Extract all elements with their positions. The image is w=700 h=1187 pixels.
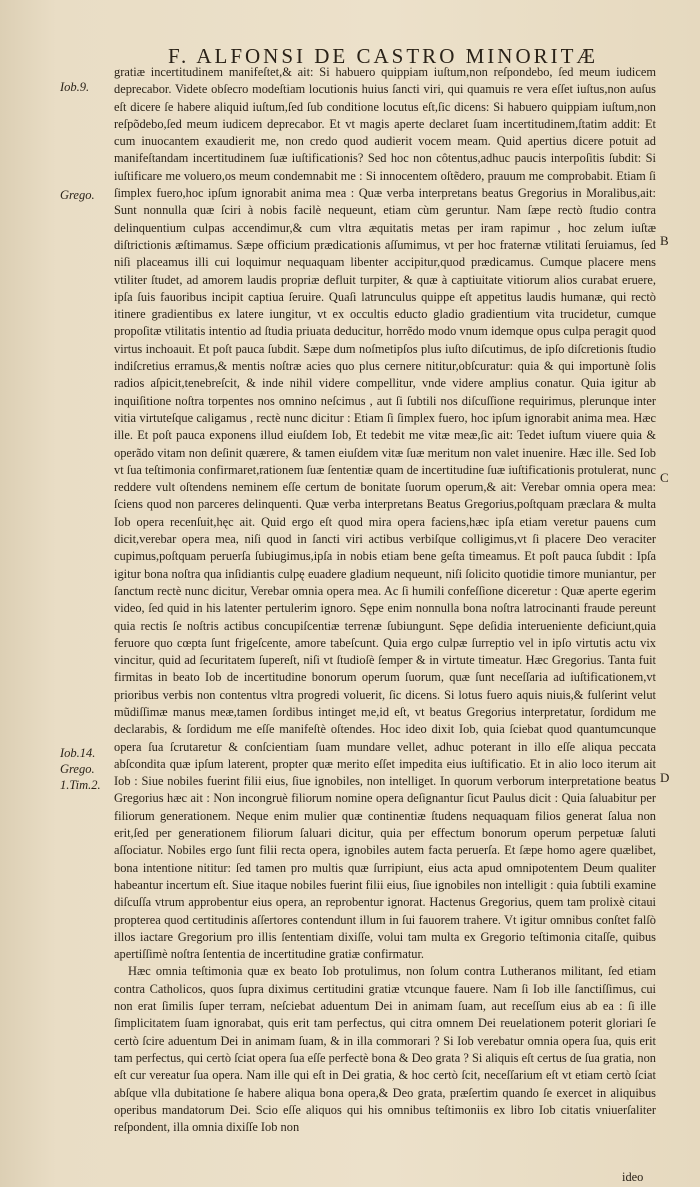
main-text-column (114, 64, 656, 1136)
section-letter-d: D (660, 770, 670, 785)
running-header: F. ALFONSI DE CASTRO MINORITÆ (168, 44, 599, 68)
section-letter-c: C (660, 470, 669, 485)
margin-note-grego-2: Grego. (60, 762, 95, 776)
paragraph-1: gratiæ incertitudinem manifeſtet,& ait: Si habuero quippiam iuſtum,non reſpondebo, ſed meum iudicem deprecabor. Videte obſecro modeſtiam locutionis huius ſancti viri, qui quamuis re vera eſſet iuſtus,non auſus eſt dicere ſe habere aliquid iuſtum,ſed ſub conditione locutus eſt,ſic dicens: Si habuero quippiam iuſtum,non reſpõdebo,ſed meum iudicem deprecabor. Et vt magis aperte declaret ſuam incertitudinem,ſtatim addit: Et cum inuocantem exaudierit me, non credo quod audierit vocem meam. Quid apertius dicere potuit ad manifeſtandam incertitudinem ſuæ iuſtificationis? Sed hoc non côtentus,adhuc paucis interpoſitis ſubdit: Si iuſtificare me voluero,os meum condemnabit me : Si innocentem oſtẽdero, prauum me comprobabit. Etiam ſi ſimplex fuero,hoc ipſum ignorabit anima mea : Quæ verba interpretans beatus Gregorius in Moralibus,ait: Sunt nonnulla quæ ſciri à nobis facilè nequeunt, etiam cùm geruntur. Nam ſæpe rectò ſtudio contra delinquentium culpas accendimur,& cum vltra æquitatis metas per iram rapimur , hoc zelum iuſtæ diſtrictionis æſtimamus. Sæpe officium prædicationis aſſumimus, vt per hoc fraternæ vtilitati ſeruiamus, ſed niſi placeamus illi cui loquimur nequaquam libenter accipitur,quod prædicamus. Cumque placere mens vtiliter ſtudet, ad amorem laudis propriæ defluit turpiter, & quæ à captiuitate vitiorum alios curabat eruere, ipſa ſuis fauoribus incipit captiua ſeruire. Quaſi latrunculus quippe eſt appetitus laudis humanæ, qui rectò itinere gradientibus ex latere iungitur, vt ex occultis educto gladio gradientium vita trucidetur, cumque propoſitæ vtilitatis intentio ad ſtudia priuata deducitur, horrẽdo modo vnum idemque opus culpa peragit quod virtus inchoauit. Et poſt pauca ſubdit. Sæpe dum noſmetipſos plus iuſto diſcutimus, de ipſo diſcretionis ſtudio indiſcretius erramus,& mentis noſtræ acies quo plus cernere nititur,obſcuratur: quia & qui importunè ſolis radios aſpicit,tenebreſcit, & inde nihil videre compellitur, vnde videre amplius conatur. Quia igitur ab inquiſitione noſtra torpentes nos omnino neſcimus , aut ſi ſubtili nos diſcuſſione requirimus, plerunque inter vitia virtuteſque caligamus , rectè nunc dicitur : Etiam ſi ſimplex fuero, hoc ipſum ignorabit anima mea. Hæc ille. Et poſt pauca exponens illud eiuſdem Iob, Et tedebit me vitæ meæ,ſic ait: Tedet iuſtum viuere quia & operãdo vitam non deſinit quærere, & tamen eiuſdem vitæ ſuæ meritum non valet inuenire. Hæc ille. Sed Iob vt ſua teſtimonia confirmaret,rationem ſuæ ſententiæ quam de incertitudine ſuæ iuſtificationis protulerat, nunc reddere vult oſtendens neminem eſſe certum de bonitate ſuorum operum,& ait: Verebar omnia opera mea: ſciens quod non parceres delinquenti. Quæ verba interpretans Beatus Gregorius,poſtquam præclara & multa Iob opera recenſuit,hęc ait. Quid ergo eſt quod mira opera faciens,hæc ipſa etiam veretur pauens cum dicit,verebar opera mea, niſi quod in ſancti viri actibus verbiſque colligimus,vt ſi placere Deo veraciter cupimus,poſtquam peruerſa ſubiugimus,ipſa in nobis etiam bene geſta timeamus. Et poſt pauca ſubdit : Ipſa igitur bona noſtra qua inſidiantis culpę euadere gladium nequeunt, niſi ſolicito quotidie timore muniantur, per ſanctum rectè nunc dicitur, Verebar omnia opera mea. Ac ſi humili confeſſione diceretur : Quæ aperte egerim video, ſed quid in his latenter pertulerim ignoro. Sępe enim nonnulla bona noſtra latrocinanti fraude pereunt quia rectis ſe noſtris actibus concupiſcentiæ terrenæ ſubiungunt. Sępe deſidia interueniente deficiunt,quia feruore quo cœpta ſunt frigeſcente, amore tabeſcunt. Quia ergo culpæ ſurreptio vel in ipſo virtutis actu vix vincitur, quid ad ſecuritatem ſupereſt, niſi vt ſtudioſè ſemper & in virtute timeatur. Hæc Gregorius. Tanta fuit firmitas in beato Iob de incertitudine bonorum operum ſuorum, quæ ſunt neceſſaria ad iuſtificationem,vt prioribus verbis non contentus vltra progredi voluerit, ſic dicens. Si lotus fuero aquis niuis,& fulſerint velut mũdiſſimæ manus meæ,tamen ſordibus intinget me,id eſt, vt beatus Gregorius interpretatur, ſordidum me declarabis, & ſordidum me eſſe manifeſtè oſtendes. Hoc ideo dixit Iob, quia ſciebat quod quantumcunque opera ſua ſcrutaretur & conſcientiam ſuam mundare vellet, adhuc poterant in illo eſſe aliqua peccata abſcondita quæ ipſum laterent, propter quæ merito eſſet impedita eius iuſtificatio. Et in alio loco iterum ait Iob : Siue nobiles fuerint filii eius, ſiue ignobiles, non intelliget. In quorum verborum interpretatione beatus Gregorius hæc ait : Non incongruè filiorum nomine opera deſignantur ſicut Paulus dicit : Quia ſaluabitur per filiorum generationem. Neque enim mulier quæ continentiæ ſtudens nequaquam filios generat ſalua non erit,ſed per generationem filiorum ſaluari dicitur, quia per effectum bonorum operum perpetuæ ſaluti aſſociatur. Nobiles ergo ſunt filii recta opera, ignobiles autem facta peruerſa. Et ſæpe homo agere quælibet, bona intentione nititur: ſed tamen pro multis quæ ſurripiunt, eius acta apud omnipotentem Deum qualiter habeantur incertum eſt. Siue itaque nobiles fuerint filii eius, ſiue ignobiles non intelligit : quia ſubtili examine diſcuſſa vtrum approbentur eius opera, an reprobentur ignorat. Hactenus Gregorius, quem tam prolixè citaui propterea quod certitudinis aſſertores contendunt illum in ſui fauorem trahere. Vt igitur omnibus conſtet falſò illos iactare Gregorium pro illis ſententiam dixiſſe, volui tam multa ex Gregorio teſtimonia citaſſe, quibus apertiſſimè noſtra ſententia de incertitudine gratiæ confirmatur. (114, 65, 656, 962)
margin-note-grego: Grego. (60, 188, 95, 202)
margin-note-iob-9: Iob.9. (60, 80, 90, 94)
section-letter-b: B (660, 233, 669, 248)
catchword: ideo (622, 1170, 644, 1184)
margin-note-1-tim-2: 1.Tim.2. (60, 778, 101, 792)
paragraph-2: Hæc omnia teſtimonia quæ ex beato Iob protulimus, non ſolum contra Lutheranos militant, ſed etiam contra Catholicos, quos ſupra diximus certitudini gratiæ vtcunque fauere. Nam ſi Iob ille ſanctiſſimus, cui non erat ſimilis ſuper terram, neſciebat aduentum Dei in animam ſuam, aut receſſum eius ab ea : ſi ille ſimplicitatem ſuam ignorabat, quis erit tam perfectus, qui citra omnem Dei reuelationem poterit gloriari ſe certò ſcire aduentum Dei in animam ſuam, & in illa commorari ? Si Iob verebatur omnia opera ſua, quis erit tam perfectus, qui certò ſciat opera ſua eſſe perfectè bona & Deo grata ? Si aliquis eſt certus de ſua gratia, non eſt cur vereatur ſua opera. Nam ille qui eſt in Dei gratia, & hoc certò ſcit, neceſſarium eſt vt etiam certò ſciat abſque vlla dubitatione ſe habere aliqua bona opera,& Deo grata, præſertim quando ſe exercet in aliquibus operibus mandatorum Dei. Scio eſſe aliquos qui his omnibus teſtimoniis ex libro Iob citatis vniuerſaliter reſpondent, illa omnia dixiſſe Iob non (114, 964, 656, 1135)
margin-note-iob-14: Iob.14. (60, 746, 96, 760)
